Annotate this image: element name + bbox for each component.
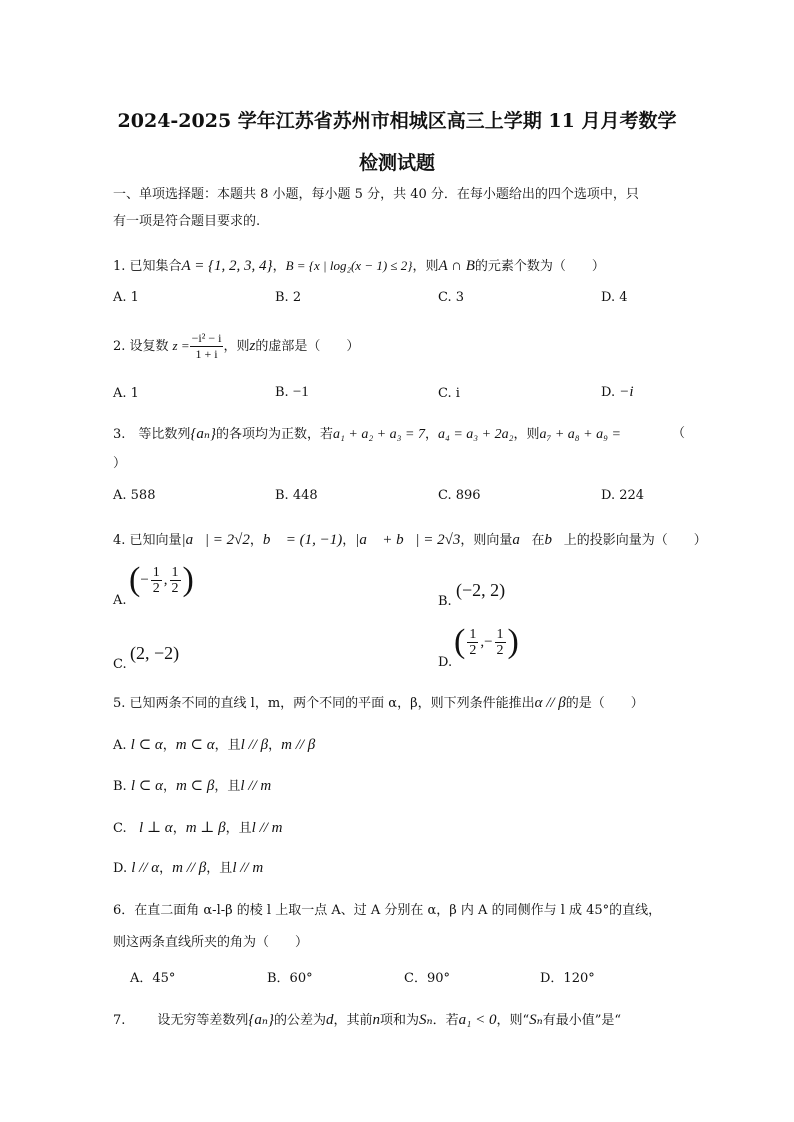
- q4-d-frac1-den: 2: [469, 642, 477, 658]
- q3-sequence: {aₙ}: [190, 426, 216, 442]
- section-intro-line2: 有一项是符合题目要求的.: [113, 214, 261, 229]
- q1-option-b: B. 2: [275, 290, 302, 305]
- q4-comma1: ，: [249, 533, 263, 548]
- q6-option-c: C．90°: [404, 971, 450, 986]
- q5-d-label: D.: [113, 861, 128, 876]
- q4-zai: 在: [531, 533, 545, 548]
- q7-pre: 设无穷等差数列: [157, 1013, 249, 1028]
- q4-cond3: |a⃗ + b⃗| = 2√3: [355, 532, 461, 548]
- q4-a-minus: −: [140, 571, 149, 588]
- q5-d-p2: m // β: [172, 860, 207, 876]
- q4-a-frac1: [151, 565, 162, 596]
- q5-a-label: A.: [113, 738, 127, 753]
- q2-option-b: [275, 384, 309, 401]
- q2-option-a: A. 1: [113, 386, 139, 401]
- q4-a-comma: ,: [163, 571, 168, 588]
- question-6-line1: 6．在直二面角 α-l-β 的棱 l 上取一点 A、过 A 分别在 α，β 内 A 的同侧作与 l 成 45°的直线，: [113, 903, 662, 918]
- q7-mid4: ．若: [432, 1013, 459, 1028]
- q1-expr: A ∩ B: [438, 258, 475, 274]
- q2-option-b-label: B.: [275, 385, 289, 400]
- question-1: [113, 257, 605, 276]
- q3-cond2: a₄ = a₃ + 2a₂: [437, 427, 514, 442]
- q4-option-a-label: A.: [113, 593, 127, 608]
- section-intro-line1: 一、单项选择题：本题共 8 小题，每小题 5 分，共 40 分．在每小题给出的四个选项中，只: [113, 187, 639, 202]
- q7-sequence: {aₙ}: [248, 1012, 274, 1028]
- q4-comma2: ，: [342, 533, 356, 548]
- q4-a-frac2-den: 2: [171, 580, 179, 596]
- q4-d-lparen: (: [454, 623, 466, 660]
- q5-a-sep3: ，: [268, 738, 282, 753]
- q2-tail-pre: ，则: [223, 339, 250, 354]
- q4-option-d-value: [454, 622, 519, 662]
- question-5: [113, 694, 644, 713]
- q2-option-d-label: D.: [601, 385, 616, 400]
- q7-sn: Sₙ: [419, 1012, 433, 1028]
- q3-option-b: B. 448: [275, 488, 318, 503]
- q1-mid: ，则: [412, 259, 439, 274]
- q4-a-frac2-num: 1: [171, 564, 179, 580]
- q4-d-frac2-den: 2: [496, 642, 504, 658]
- q7-mid2: ，其前: [333, 1013, 373, 1028]
- q7-sn2: Sₙ: [529, 1012, 543, 1028]
- q6-option-a: A．45°: [130, 971, 176, 986]
- q5-b-label: B.: [113, 779, 127, 794]
- q2-tail: 的虚部是（ ）: [255, 339, 360, 354]
- q7-mid1: 的公差为: [274, 1013, 327, 1028]
- q6-option-d: D．120°: [540, 971, 595, 986]
- q5-b-p2: m ⊂ β: [175, 778, 215, 794]
- question-2: [113, 328, 359, 365]
- q1-set-b: B = {x | log₂(x − 1) ≤ 2}: [285, 258, 413, 273]
- q4-a-frac1-den: 2: [152, 580, 160, 596]
- q1-tail: 的元素个数为（ ）: [474, 259, 605, 274]
- q5-option-c: [113, 819, 283, 838]
- q1-set-a: A = {1, 2, 3, 4}: [181, 258, 273, 274]
- question-7: [113, 1011, 621, 1030]
- q5-c-sep1: ，: [172, 821, 186, 836]
- q5-d-sep2: ，: [206, 861, 220, 876]
- q4-option-c-value: (2, −2): [130, 643, 180, 663]
- q5-b-sep2: ，: [214, 779, 228, 794]
- q2-zvar: z: [249, 338, 256, 354]
- q6-option-b: B．60°: [267, 971, 313, 986]
- q3-number: 3. 等比数列: [113, 427, 191, 442]
- q1-option-d: D. 4: [601, 290, 628, 305]
- q4-a-lparen: (: [129, 561, 141, 598]
- q4-a-rparen: ): [182, 561, 194, 598]
- q2-number: 2. 设复数: [113, 339, 169, 354]
- q7-mid5: ，则“: [496, 1013, 530, 1028]
- q5-a-qie: 且: [227, 738, 241, 753]
- q5-c-p2: m ⊥ β: [185, 820, 226, 836]
- q5-c-p1: l ⊥ α: [139, 820, 173, 836]
- q3-ask: a₇ + a₈ + a₉ =: [539, 427, 621, 442]
- q5-stem-tail: 的是（ ）: [565, 696, 644, 711]
- q1-option-c: C. 3: [438, 290, 465, 305]
- q3-mid2: ，则: [513, 427, 540, 442]
- q4-vec-a: a⃗: [512, 532, 532, 548]
- q4-a-frac1-num: 1: [152, 564, 160, 580]
- q4-d-frac1-num: 1: [469, 626, 477, 642]
- q2-option-d-value: −i: [619, 384, 634, 400]
- q5-b-p1: l ⊂ α: [130, 778, 163, 794]
- q5-option-d: [113, 859, 263, 878]
- q3-option-d: D. 224: [601, 488, 645, 503]
- q5-c-qie: 且: [238, 821, 252, 836]
- q5-d-p3: l // m: [232, 860, 264, 876]
- q7-mid3: 项和为: [380, 1013, 420, 1028]
- question-6-line2: 则这两条直线所夹的角为（ ）: [113, 935, 309, 950]
- q3-mid1: 的各项均为正数，若: [215, 427, 333, 442]
- q3-comma: ，: [424, 427, 438, 442]
- q4-option-b-label: B.: [438, 594, 452, 609]
- q5-a-p1: l ⊂ α: [130, 737, 163, 753]
- q7-number: 7.: [113, 1013, 126, 1028]
- q2-option-b-value: −1: [292, 384, 309, 400]
- q7-cond: a₁ < 0: [458, 1012, 497, 1028]
- page-title-line2: 检测试题: [358, 152, 435, 174]
- q4-vec-b: b⃗: [544, 532, 564, 548]
- q2-fraction: [190, 331, 224, 362]
- q4-cond2: b⃗ = (1, −1): [262, 532, 343, 548]
- q3-cond1: a₁ + a₂ + a₃ = 7: [333, 427, 425, 442]
- q3-option-c: C. 896: [438, 488, 481, 503]
- q2-denominator: 1 + i: [195, 347, 218, 361]
- q4-d-rparen: ): [507, 623, 519, 660]
- q4-a-frac2: [170, 565, 181, 596]
- question-3: [113, 425, 685, 444]
- q5-b-p3: l // m: [240, 778, 272, 794]
- q4-tail: 上的投影向量为（ ）: [563, 533, 707, 548]
- q5-a-p2: m ⊂ α: [175, 737, 215, 753]
- q4-mid: ，则向量: [460, 533, 513, 548]
- q2-z: z =: [172, 338, 190, 353]
- q4-option-b-value: (−2, 2): [456, 580, 506, 600]
- q7-n: n: [372, 1012, 381, 1028]
- q1-number: 1. 已知集合: [113, 259, 182, 274]
- q1-comma: ，: [272, 259, 286, 274]
- q5-a-sep2: ，: [214, 738, 228, 753]
- q3-paren-close: ）: [113, 456, 127, 471]
- q5-b-qie: 且: [227, 779, 241, 794]
- q4-number: 4. 已知向量: [113, 533, 182, 548]
- q5-option-a: [113, 736, 315, 755]
- q5-c-label: C.: [113, 821, 127, 836]
- q5-stem-math: α // β: [534, 695, 566, 711]
- q4-d-frac1: [467, 627, 478, 658]
- q5-a-p4: m // β: [281, 737, 316, 753]
- q4-cond1: |a⃗| = 2√2: [181, 532, 250, 548]
- q5-b-sep1: ，: [162, 779, 176, 794]
- q5-d-p1: l // α: [131, 860, 160, 876]
- q7-d: d: [326, 1012, 334, 1028]
- q5-c-p3: l // m: [251, 820, 283, 836]
- q1-option-a: A. 1: [113, 290, 139, 305]
- q3-option-a: A. 588: [113, 488, 156, 503]
- q5-a-p3: l // β: [240, 737, 269, 753]
- q4-option-c-label: C.: [113, 657, 127, 672]
- q4-d-minus: −: [484, 633, 493, 650]
- q4-d-frac2-num: 1: [496, 626, 504, 642]
- q5-d-sep1: ，: [159, 861, 173, 876]
- q5-option-b: [113, 777, 271, 796]
- q4-d-frac2: [495, 627, 506, 658]
- q5-c-sep2: ，: [225, 821, 239, 836]
- q2-option-d: [601, 384, 634, 401]
- q5-stem: 5. 已知两条不同的直线 l，m，两个不同的平面 α，β，则下列条件能推出: [113, 696, 535, 711]
- q7-tail: 有最小值”是“: [542, 1013, 622, 1028]
- q5-d-qie: 且: [219, 861, 233, 876]
- q4-option-d-label: D.: [438, 655, 453, 670]
- q2-numerator: −i² − i: [191, 331, 222, 345]
- q4-d-comma: ,: [480, 633, 485, 650]
- question-4: [113, 531, 707, 550]
- q3-paren-open: （: [671, 426, 685, 441]
- q2-option-c: C. i: [438, 386, 460, 401]
- page-title-line1: 2024-2025 学年江苏省苏州市相城区高三上学期 11 月月考数学: [117, 110, 677, 132]
- q5-a-sep1: ，: [162, 738, 176, 753]
- q4-option-a-value: [129, 560, 194, 600]
